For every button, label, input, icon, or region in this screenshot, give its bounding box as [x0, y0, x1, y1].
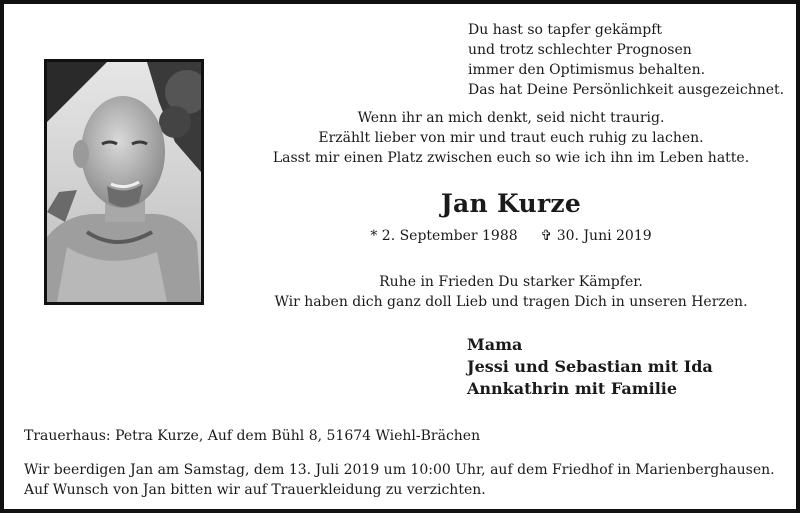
mourner: Jessi und Sebastian mit Ida — [467, 357, 713, 376]
memorial-quote — [216, 108, 800, 168]
funeral-line: Wir beerdigen Jan am Samstag, dem 13. Juli 2019 um 10:00 Uhr, auf dem Friedhof in Marienberghausen. — [24, 462, 775, 478]
poem-line: Das hat Deine Persönlichkeit ausgezeichnet. — [468, 82, 785, 98]
birth-date: 2. September 1988 — [381, 228, 518, 244]
mourner: Annkathrin mit Familie — [467, 379, 678, 398]
funeral-information — [24, 460, 775, 500]
poem-line: und trotz schlechter Prognosen — [468, 42, 692, 58]
mourning-house-address: Trauerhaus: Petra Kurze, Auf dem Bühl 8, 51674 Wiehl-Brächen — [24, 428, 481, 444]
farewell-text — [216, 272, 800, 312]
death-cross-icon: ✞ — [540, 228, 553, 244]
farewell-line: Ruhe in Frieden Du starker Kämpfer. — [379, 274, 643, 290]
life-dates — [216, 228, 800, 244]
quote-line: Wenn ihr an mich denkt, seid nicht traurig. — [357, 110, 665, 126]
poem-line: Du hast so tapfer gekämpft — [468, 22, 663, 38]
quote-line: Lasst mir einen Platz zwischen euch so wie ich ihn im Leben hatte. — [272, 150, 750, 166]
poem-line: immer den Optimismus behalten. — [468, 62, 706, 78]
deceased-name: Jan Kurze — [440, 189, 582, 218]
poem-top — [468, 20, 784, 100]
mourner: Mama — [467, 335, 523, 354]
birth-star-icon: * — [370, 228, 378, 244]
funeral-line: Auf Wunsch von Jan bitten wir auf Trauerkleidung zu verzichten. — [24, 482, 486, 498]
mourners-list — [467, 334, 713, 400]
portrait-photo — [44, 59, 204, 305]
farewell-line: Wir haben dich ganz doll Lieb und tragen Dich in unseren Herzen. — [274, 294, 748, 310]
portrait-image — [47, 62, 201, 302]
death-date: 30. Juni 2019 — [556, 228, 652, 244]
quote-line: Erzählt lieber von mir und traut euch ruhig zu lachen. — [318, 130, 704, 146]
